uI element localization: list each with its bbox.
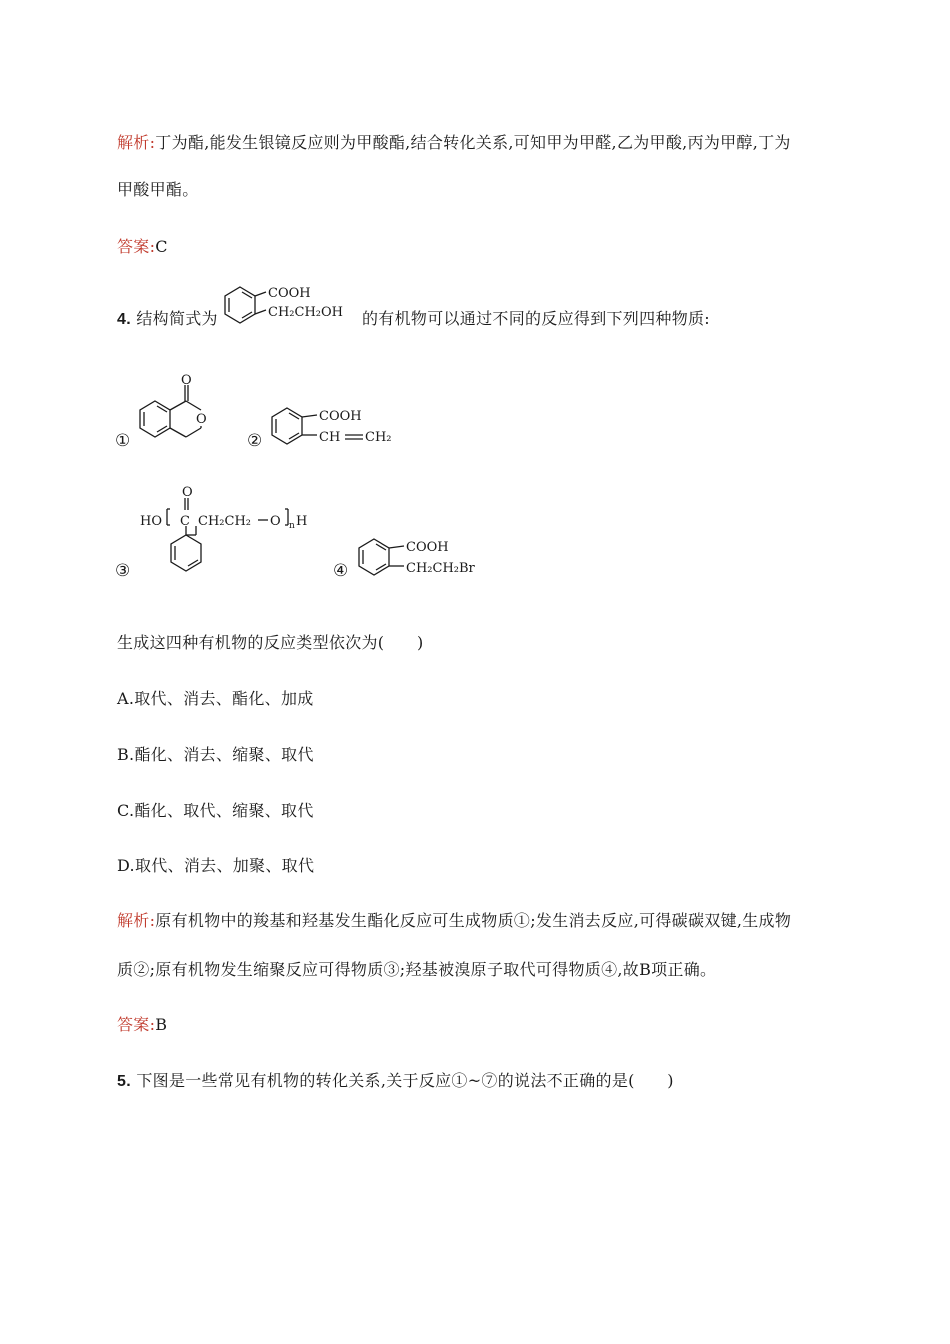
q4-question: 生成这四种有机物的反应类型依次为( ): [117, 633, 424, 652]
q4-option-a: A.取代、消去、酯化、加成: [117, 689, 314, 708]
item-3-ho: HO: [140, 514, 162, 529]
prev-analysis-line-2: 甲酸甲酯。: [117, 180, 199, 199]
q5-number: 5.: [117, 1073, 131, 1090]
q4-stem: [117, 306, 218, 329]
item-2-ch2: CH₂: [365, 430, 392, 445]
q4-analysis-line-2: 质②;原有机物发生缩聚反应可得物质③;羟基被溴原子取代可得物质④,故B项正确。: [117, 960, 717, 979]
q4-main-structure: [218, 282, 358, 328]
item-2-mark: ②: [247, 431, 263, 451]
q4-stem-before: 结构简式为: [136, 309, 218, 328]
item-2-cooh: COOH: [319, 409, 362, 424]
q5-stem-text: 下图是一些常见有机物的转化关系,关于反应①~⑦的说法不正确的是( ): [136, 1071, 674, 1090]
item-4-cooh: COOH: [406, 540, 449, 555]
item-1-mark: ①: [115, 431, 131, 451]
prev-answer-value: C: [155, 237, 168, 256]
q4-stem-after: 的有机物可以通过不同的反应得到下列四种物质:: [362, 309, 710, 328]
item-3-ch2ch2: CH₂CH₂: [198, 514, 251, 529]
main-side-chain: CH₂CH₂OH: [268, 305, 343, 320]
answer-label: 答案:: [117, 237, 156, 256]
q4-analysis-label: 解析:: [117, 911, 156, 930]
q4-option-d: D.取代、消去、加聚、取代: [117, 856, 315, 875]
item-2-ch: CH: [319, 430, 341, 445]
q5-stem: [117, 1068, 674, 1091]
item-4-mark: ④: [333, 561, 349, 581]
item-4-structure: [352, 533, 482, 581]
item-3-mark: ③: [115, 561, 131, 581]
q4-answer-value: B: [155, 1015, 168, 1034]
item-1-structure: [134, 370, 234, 450]
item-1-o-ring: O: [196, 412, 207, 427]
item-3-o: O: [270, 514, 281, 529]
item-3-h: H: [296, 514, 308, 529]
item-1-o-top: O: [181, 373, 192, 388]
prev-analysis-line-1: [117, 130, 791, 153]
item-3-n: n: [289, 521, 295, 531]
q4-number: 4.: [117, 311, 131, 328]
item-4-side: CH₂CH₂Br: [406, 561, 475, 576]
q4-option-c: C.酯化、取代、缩聚、取代: [117, 801, 314, 820]
prev-answer-line: [117, 234, 168, 257]
main-cooh: COOH: [268, 286, 311, 301]
item-3-c: C: [180, 514, 190, 529]
q4-option-b: B.酯化、消去、缩聚、取代: [117, 745, 314, 764]
item-2-structure: [265, 402, 400, 450]
item-3-structure: [138, 480, 318, 580]
q4-answer-label: 答案:: [117, 1015, 156, 1034]
prev-analysis-text-1: 丁为酯,能发生银镜反应则为甲酸酯,结合转化关系,可知甲为甲醛,乙为甲酸,丙为甲醇,丁为: [155, 133, 791, 152]
analysis-label: 解析:: [117, 133, 156, 152]
q4-analysis-text-1: 原有机物中的羧基和羟基发生酯化反应可生成物质①;发生消去反应,可得碳碳双键,生成物: [155, 911, 792, 930]
q4-analysis-line-1: [117, 908, 791, 931]
q4-answer-line: [117, 1012, 167, 1035]
item-3-o-top: O: [182, 485, 193, 500]
